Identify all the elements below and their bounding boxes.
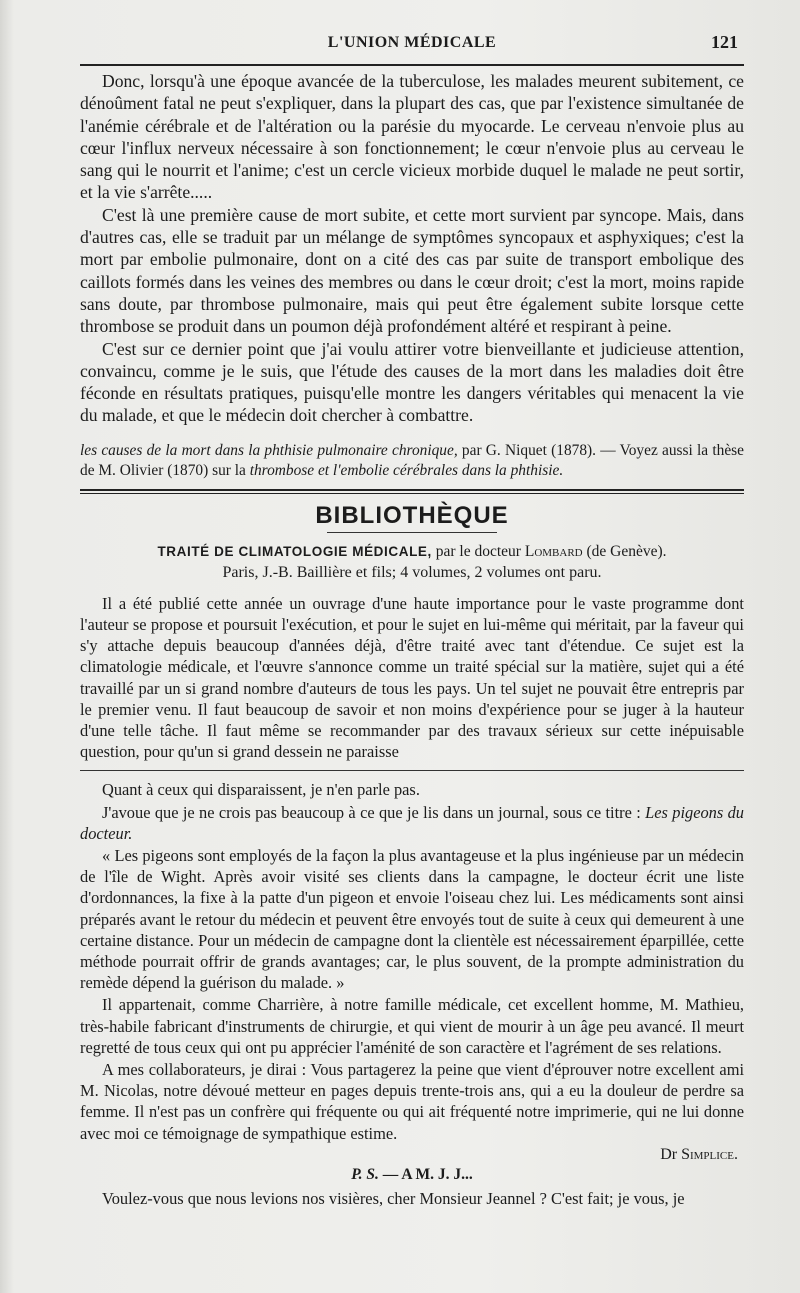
signature-name: Simplice. bbox=[681, 1145, 738, 1163]
section-title: BIBLIOTHÈQUE bbox=[315, 501, 509, 529]
footnote-text: par G. Niquet (1878). — Voyez aussi la thèse de M. Olivier (1870) sur la bbox=[80, 441, 744, 479]
header-rule bbox=[80, 64, 744, 66]
page-header bbox=[80, 0, 744, 58]
chronicle-paragraph bbox=[80, 802, 744, 844]
chronicle-italic: Les pigeons du docteur. bbox=[80, 802, 744, 843]
footnote-title-2: thrombose et l'embolie cérébrales dans la phthisie. bbox=[249, 461, 564, 479]
article-continuation bbox=[80, 70, 744, 427]
running-title: L'UNION MÉDICALE bbox=[327, 34, 497, 51]
chronicle-paragraph: Voulez-vous que nous levions nos visières, cher Monsieur Jeannel ? C'est fait; je vous, je bbox=[102, 1188, 685, 1208]
section-underline bbox=[327, 532, 497, 533]
book-author-name: Lombard bbox=[524, 542, 583, 560]
review-paragraph: Il a été publié cette année un ouvrage d'une haute importance pour le vaste programme dont l'auteur se propose et poursuit l'exécution, et pour le sujet en lui-même qui méritait, par la faveur qui s'y attache depuis beaucoup d'années déjà, d'être traité avec tant d'étendue. Ce sujet est la climatologie médicale, et l'œuvre s'annonce comme un traité spécial sur la matière, sujet qui a été travaillé par un si grand nombre d'auteurs de tous les pays. Un tel sujet ne pouvait être entrepris par le premier venu. Il faut beaucoup de savoir et non moins d'expérience pour se juger à la hauteur d'une telle tâche. Il faut même se recommander par des travaux sérieux sur cette inépuisable question, pour qu'un si grand dessein ne paraisse bbox=[80, 593, 744, 762]
chronicle-paragraph: A mes collaborateurs, je dirai : Vous partagerez la peine que vient d'éprouver notre excellent ami M. Nicolas, notre dévoué metteur en pages depuis trente-trois ans, qui a eu la douleur de perdre sa femme. Il n'est pas un confrère qui fréquente ou qui ait fréquenté notre imprimerie, qui ne lui donne avec moi ce témoignage de sympathique estime. bbox=[80, 1060, 744, 1143]
book-publisher: Paris, J.-B. Baillière et fils; 4 volumes, 2 volumes ont paru. bbox=[222, 563, 602, 581]
footnote-title: les causes de la mort dans la phthisie pulmonaire chronique, bbox=[80, 441, 458, 459]
footnote bbox=[80, 441, 744, 481]
page-number: 121 bbox=[711, 32, 738, 52]
ps-text: — A M. J. J... bbox=[378, 1165, 473, 1183]
article-paragraph: C'est là une première cause de mort subite, et cette mort survient par syncope. Mais, dans d'autres cas, elle se traduit par un mélange de symptômes syncopaux et asphyxiques; c'est la mort par embolie pulmonaire, dont on a cité des cas par suite de transport embolique des caillots formés dans les veines des membres ou dans le cœur droit; c'est la mort, moins rapide sans doute, par thrombose pulmonaire, mais qui peut être également subite lorsque cette thrombose se produit dans un poumon déjà profondément altéré et respirant à peine. bbox=[80, 204, 744, 337]
postscript-heading bbox=[80, 1166, 744, 1184]
signature-prefix: Dr bbox=[660, 1145, 682, 1163]
chronicle-paragraph: « Les pigeons sont employés de la façon la plus avantageuse et la plus ingénieuse par un médecin de l'île de Wight. Après avoir visité ses clients dans la campagne, le docteur écrit une liste d'ordonnances, la fixe à la patte d'un pigeon et envoie l'oiseau chez lui. Les médicaments sont ainsi préparés avant le retour du médecin et peuvent être envoyés tout de suite à ceux qui demeurent à une certaine distance. Pour un médecin de campagne dont la clientèle est nécessairement éparpillée, cette méthode pourrait offrir de grands avantages; car, le plus souvent, de la prompte administration du remède dépend la guérison du malade. » bbox=[80, 845, 744, 993]
chronicle-text: J'avoue que je ne crois pas beaucoup à ce que je lis dans un journal, sous ce titre : bbox=[102, 802, 646, 822]
book-author-suffix: (de Genève). bbox=[582, 542, 667, 560]
book-title bbox=[80, 541, 744, 562]
article-paragraph: Donc, lorsqu'à une époque avancée de la tuberculose, les malades meurent subitement, ce dénoûment fatal ne peut s'expliquer, dans la plupart des cas, que par l'existence simultanée de l'anémie cérébrale et de l'altération ou la parésie du myocarde. Le cerveau n'envoie plus au cœur l'influx nerveux nécessaire à son fonctionnement; le cœur n'envoie plus au cerveau le sang qui le nourrit et l'anime; c'est un cercle vicieux morbide duquel le malade ne peut sortir, et la vie s'arrête..... bbox=[80, 71, 744, 203]
chronicle-paragraph: Quant à ceux qui disparaissent, je n'en parle pas. bbox=[102, 780, 420, 800]
section-rule bbox=[80, 489, 744, 494]
ps-label: P. S. bbox=[351, 1165, 379, 1183]
book-review bbox=[80, 593, 744, 763]
section-rule-thin bbox=[80, 770, 744, 771]
chronicle bbox=[80, 779, 744, 1209]
book-title-caps: TRAITÉ DE CLIMATOLOGIE MÉDICALE, bbox=[157, 543, 432, 559]
signature bbox=[80, 1146, 738, 1164]
article-paragraph: C'est sur ce dernier point que j'ai voulu attirer votre bienveillante et judicieuse attention, convaincu, comme je le suis, que l'étude des causes de la mort dans les maladies doit être féconde en résultats pratiques, puisqu'elle montre les dangers véritables qui menacent la vie du malade, et que le médecin doit chercher à combattre. bbox=[80, 338, 744, 426]
book-author-prefix: par le docteur bbox=[431, 542, 525, 560]
chronicle-paragraph: Il appartenait, comme Charrière, à notre famille médicale, cet excellent homme, M. Mathieu, très-habile fabricant d'instruments de chirurgie, et qui vient de mourir à un âge peu avancé. Il meurt regretté de tous ceux qui ont pu apprécier l'aménité de son caractère et l'agrément de ses relations. bbox=[80, 995, 744, 1057]
